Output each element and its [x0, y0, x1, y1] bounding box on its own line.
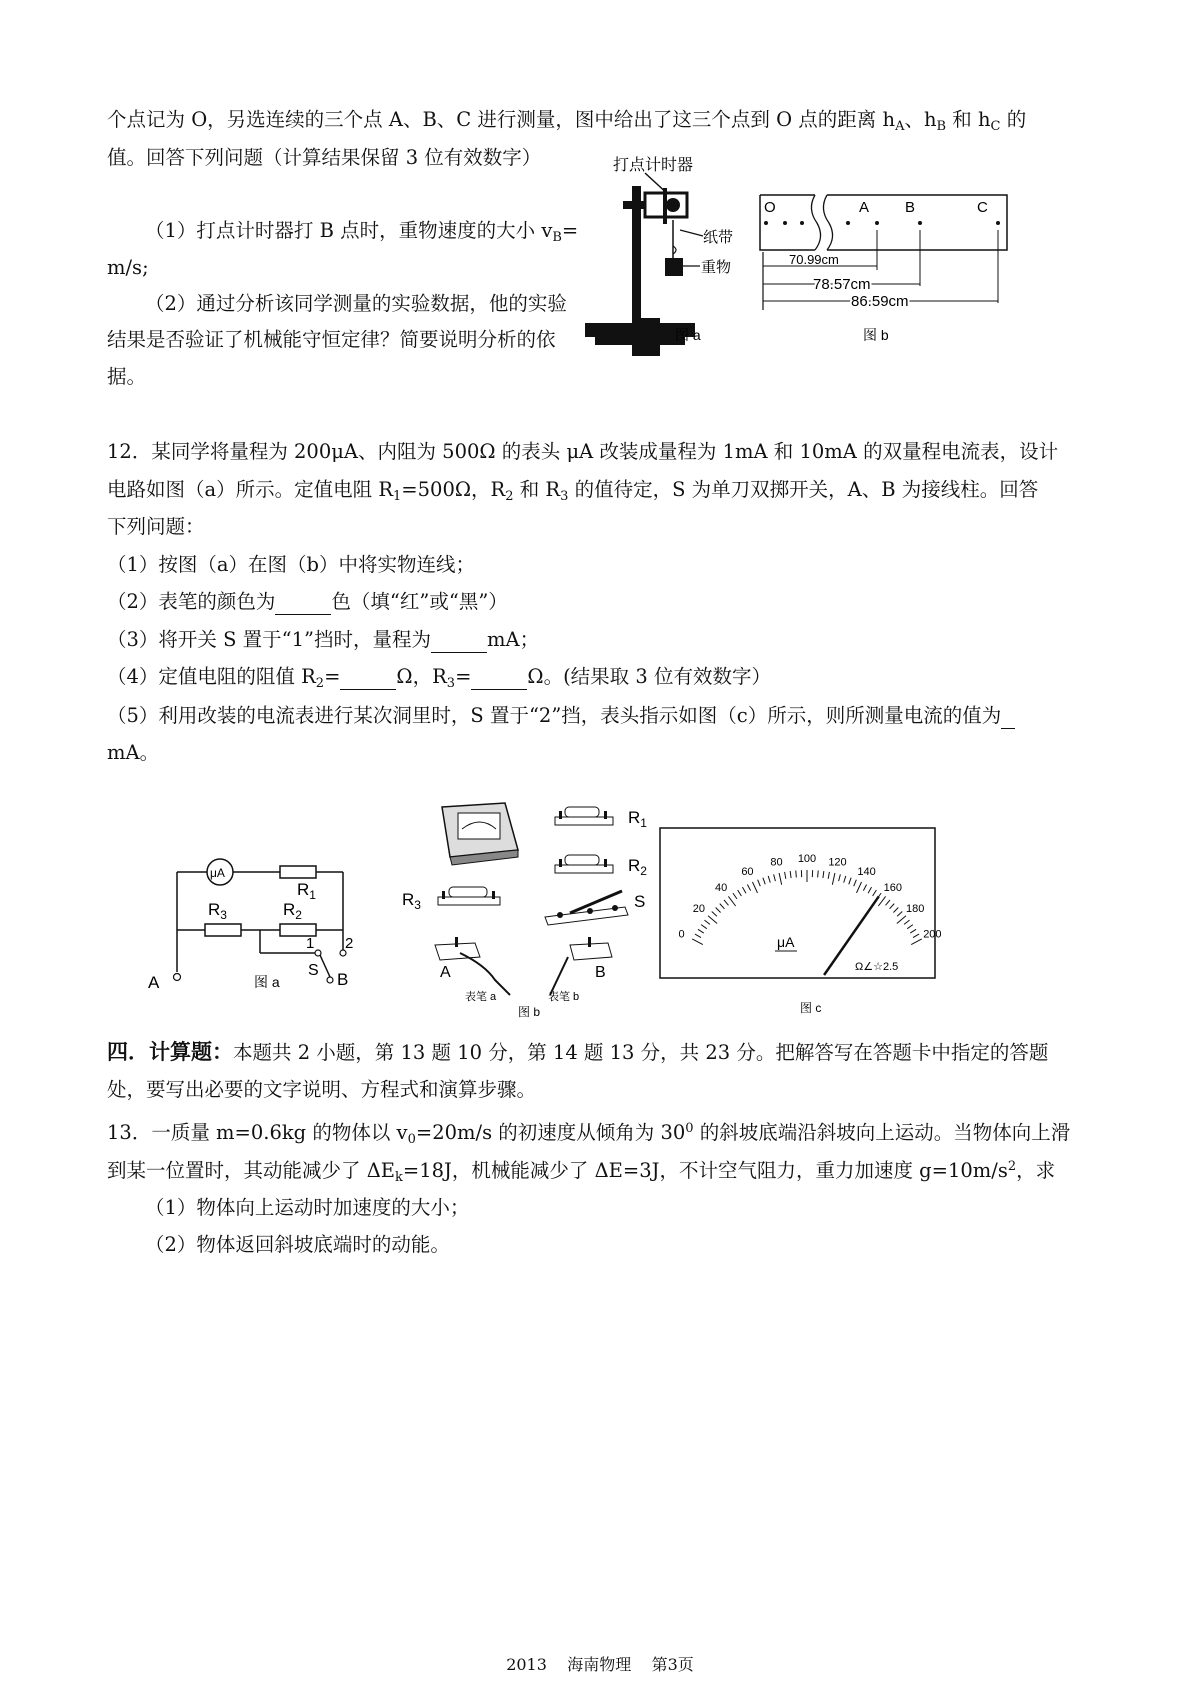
q12-sub-1: （1）按图（a）在图（b）中将实物连线； — [107, 553, 476, 576]
dial-tick-label: 0 — [678, 928, 685, 941]
q13-line-1 — [107, 1121, 1070, 1145]
s4-text: = — [324, 665, 341, 688]
switch-component — [545, 891, 645, 925]
dial-tick-label: 20 — [692, 902, 705, 915]
s4-text: Ω。(结果取 3 位有效数字） — [527, 665, 771, 688]
s4-text: = — [455, 665, 472, 688]
point-a: A — [859, 199, 870, 216]
q12-sub-2 — [107, 590, 508, 615]
q12-line-2 — [107, 478, 1038, 502]
s2-text: 色（填“红”或“黑”） — [331, 590, 508, 613]
q13-text: 到某一位置时，其动能减少了 ΔE — [107, 1159, 396, 1182]
dial-unit: μA — [777, 934, 795, 950]
point-b: B — [905, 199, 916, 216]
circuit-figure — [140, 840, 380, 1000]
sub-2: 2 — [505, 489, 514, 504]
q2-line-2: 结果是否验证了机械能守恒定律？简要说明分析的依 — [107, 328, 556, 351]
sub-vb: B — [552, 230, 562, 245]
components-figure — [400, 795, 660, 1020]
q12-text: 的值待定，S 为单刀双掷开关，A、B 为接线柱。回答 — [568, 478, 1039, 501]
s3-text: （3）将开关 S 置于“1”挡时，量程为 — [107, 628, 432, 651]
section4-line-1 — [107, 1040, 1048, 1065]
parts-r1-label: $R_1$ — [628, 808, 647, 830]
dial-tick-label: 200 — [923, 928, 942, 941]
q12-text: 电路如图（a）所示。定值电阻 R — [107, 478, 394, 501]
point-c: C — [977, 199, 988, 216]
sub-c: C — [990, 119, 1001, 134]
q12-text: =500Ω，R — [401, 478, 506, 501]
switch-pos-1: 1 — [306, 935, 315, 952]
s4-text: Ω，R — [396, 665, 447, 688]
dial-tick-label: 180 — [905, 902, 925, 915]
q13-text: ，求 — [1016, 1159, 1056, 1182]
terminal-b-component — [548, 937, 612, 1003]
r1-component — [555, 807, 647, 830]
sub-k: k — [395, 1170, 403, 1185]
meter-component — [442, 803, 518, 865]
footer-page: 第3页 — [651, 1655, 694, 1674]
distance-a: 70.99cm — [789, 252, 839, 267]
meter-symbol: μA — [210, 866, 225, 880]
parts-r3-label: $R_3$ — [402, 890, 421, 912]
parts-terminal-a-label: A — [440, 964, 451, 981]
q1-line — [145, 219, 578, 243]
sup-2: 2 — [1007, 1159, 1017, 1174]
s5-text: （5）利用改装的电流表进行某次洞里时，S 置于“2”挡，表头指示如图（c）所示，则所测量电流的值为 — [107, 704, 1002, 727]
q13-text: =20m/s 的初速度从倾角为 30 — [415, 1121, 686, 1144]
r1-label: $R_1$ — [297, 880, 316, 902]
q12-sub-5-end: mA。 — [107, 741, 160, 764]
paper-tape-figure — [755, 190, 1020, 350]
q2-line-1: （2）通过分析该同学测量的实验数据，他的实验 — [145, 292, 567, 315]
intro-text: 个点记为 O，另选连续的三个点 A、B、C 进行测量，图中给出了这三个点到 O 点的距离 h — [107, 108, 896, 131]
q12-sub-5 — [107, 704, 1015, 729]
parts-r2-label: $R_2$ — [628, 856, 647, 878]
timer-label: 打点计时器 — [613, 157, 694, 174]
weight-label: 重物 — [701, 259, 732, 276]
sub-1: 1 — [393, 489, 402, 504]
sub-v0: 0 — [407, 1132, 416, 1147]
intro-text: 、h — [904, 108, 937, 131]
sup-degree: 0 — [685, 1121, 694, 1136]
r2-label: $R_2$ — [283, 900, 302, 922]
timer-stand-figure — [575, 148, 755, 363]
q12-text: 和 R — [513, 478, 561, 501]
q12-sub-3 — [107, 628, 539, 653]
switch-label: S — [308, 962, 319, 979]
answer-blank[interactable] — [431, 628, 487, 653]
sub-b: B — [936, 119, 947, 134]
q12-sub-4 — [107, 665, 771, 690]
q13-text: =18J，机械能减少了 ΔE=3J，不计空气阻力，重力加速度 g=10m/s — [402, 1159, 1008, 1182]
dial-tick — [818, 870, 819, 877]
parts-terminal-b-label: B — [595, 964, 606, 981]
q13-part-2: （2）物体返回斜坡底端时的动能。 — [145, 1233, 450, 1256]
q12-line-1: 12．某同学将量程为 200μA、内阻为 500Ω 的表头 μA 改装成量程为 1mA 和 10mA 的双量程电流表，设计 — [107, 440, 1059, 463]
r3-label: $R_3$ — [208, 900, 227, 922]
terminal-a-component — [435, 937, 510, 1003]
sub-3: 3 — [560, 489, 569, 504]
dial-tick-label: 160 — [883, 881, 903, 894]
intro-text: 和 h — [946, 108, 991, 131]
r2-component — [555, 855, 647, 878]
q1-unit: m/s; — [107, 256, 149, 279]
dial-tick-label: 40 — [715, 881, 728, 894]
dial-tick-label: 120 — [828, 856, 847, 869]
fig-a-caption: 图 a — [254, 974, 280, 990]
parts-switch-label: S — [634, 892, 646, 911]
s2-text: （2）表笔的颜色为 — [107, 590, 276, 613]
footer-year: 2013 — [506, 1655, 547, 1674]
section4-text: 本题共 2 小题，第 13 题 10 分，第 14 题 13 分，共 23 分。把解答写在答题卡中指定的答题 — [233, 1041, 1049, 1064]
fig-b-caption: 图 b — [863, 327, 889, 343]
probe-a-label: 表笔 a — [465, 991, 497, 1003]
s4-text: （4）定值电阻的阻值 R — [107, 665, 316, 688]
answer-blank[interactable] — [471, 665, 527, 690]
q1-text: （1）打点计时器打 B 点时，重物速度的大小 v — [145, 219, 553, 242]
dial-tick — [796, 870, 797, 877]
dial-mark: Ω∠☆2.5 — [855, 961, 899, 973]
q13-part-1: （1）物体向上运动时加速度的大小； — [145, 1196, 470, 1219]
distance-b: 78.57cm — [813, 276, 871, 293]
intro-line-1 — [107, 108, 1026, 132]
dial-tick-label: 100 — [797, 853, 817, 865]
q2-line-3: 据。 — [107, 365, 147, 388]
distance-c: 86.59cm — [851, 293, 909, 310]
intro-text: 的 — [1000, 108, 1027, 131]
page-footer — [0, 1652, 1200, 1675]
intro-line-2: 值。回答下列问题（计算结果保留 3 位有效数字） — [107, 146, 542, 169]
s3-text: mA； — [487, 628, 540, 651]
tape-label: 纸带 — [703, 229, 734, 246]
sub-r3: 3 — [446, 676, 456, 691]
sub-r2: 2 — [315, 676, 325, 691]
r3-component — [402, 887, 500, 912]
q13-line-2 — [107, 1159, 1055, 1183]
sub-a: A — [895, 119, 905, 134]
terminal-b-label: B — [337, 970, 349, 989]
answer-blank[interactable] — [340, 665, 396, 690]
terminal-a-label: A — [148, 973, 160, 992]
fig-a-caption: 图 a — [675, 327, 701, 343]
probe-b-label: 表笔 b — [548, 991, 580, 1003]
footer-subject: 海南物理 — [567, 1655, 632, 1674]
fig-b-caption: 图 b — [518, 1005, 541, 1019]
dial-tick-label: 80 — [770, 856, 783, 869]
q13-text: 的斜坡底端沿斜坡向上运动。当物体向上滑 — [693, 1121, 1071, 1144]
q13-text: 13．一质量 m=0.6kg 的物体以 v — [107, 1121, 408, 1144]
switch-pos-2: 2 — [345, 935, 354, 952]
fig-c-caption: 图 c — [800, 1001, 822, 1015]
dial-tick-label: 60 — [741, 866, 754, 879]
answer-blank[interactable] — [1001, 704, 1015, 729]
meter-dial-figure — [655, 825, 945, 1020]
q1-eq: = — [561, 219, 579, 242]
q12-line-3: 下列问题： — [107, 515, 205, 538]
dial-tick-label: 140 — [857, 866, 876, 879]
answer-blank[interactable] — [275, 590, 331, 615]
point-o: O — [764, 199, 776, 216]
section4-line-2: 处，要写出必要的文字说明、方程式和演算步骤。 — [107, 1078, 537, 1101]
section-heading: 四．计算题： — [107, 1039, 233, 1064]
